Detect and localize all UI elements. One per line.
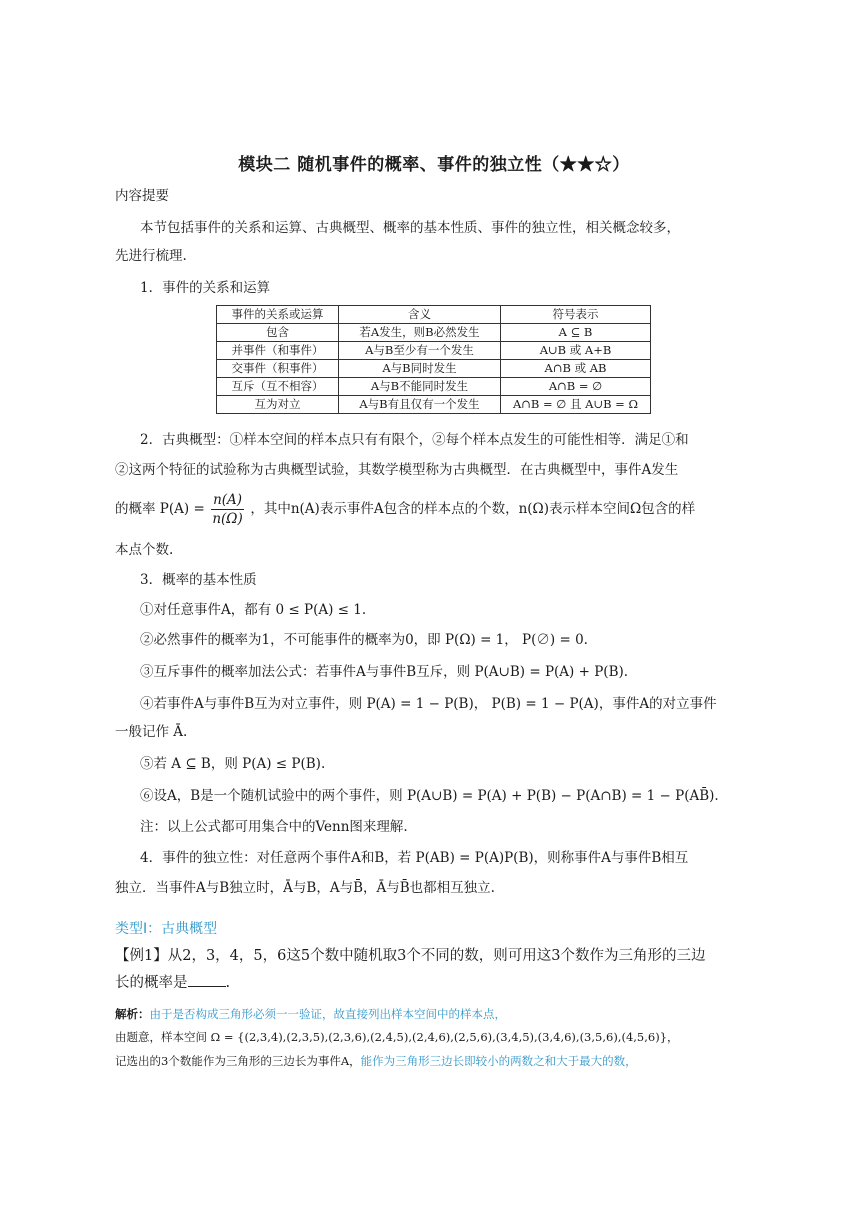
table-cell: A与B同时发生 (339, 360, 501, 378)
fraction-denominator: n(Ω) (212, 511, 243, 527)
property-1: ①对任意事件A，都有 0 ≤ P(A) ≤ 1. (140, 602, 367, 618)
property-3: ③互斥事件的概率加法公式：若事件A与事件B互斥，则 P(A∪B) = P(A) + P(B). (140, 664, 629, 680)
section2-line3 (115, 490, 755, 528)
probability-fraction (211, 491, 244, 528)
table-row (217, 324, 651, 342)
table-row (217, 360, 651, 378)
section2-line2: ②这两个特征的试验称为古典概型试验，其数学模型称为古典概型．在古典概型中，事件A发生 (115, 462, 679, 478)
table-cell: A与B至少有一个发生 (339, 342, 501, 360)
example1-period: . (225, 975, 231, 991)
table-row (217, 342, 651, 360)
property-4-line1: ④若事件A与事件B互为对立事件，则 P(A) = 1 − P(B)， P(B) = 1 − P(A)，事件A的对立事件 (140, 696, 717, 712)
example1-line1: 【例1】从2，3，4，5，6这5个数中随机取3个不同的数，则可用这3个数作为三角形的三边 (115, 948, 706, 964)
property-4-line2: 一般记作 Ā. (115, 724, 188, 740)
probability-formula-tail: ，其中n(A)表示事件A包含的样本点的个数，n(Ω)表示样本空间Ω包含的样 (250, 501, 696, 517)
intro-paragraph-line2: 先进行梳理. (115, 248, 187, 264)
section2-line1: 2．古典概型：①样本空间的样本点只有有限个，②每个样本点发生的可能性相等．满足①和 (140, 432, 689, 448)
intro-paragraph-line1: 本节包括事件的关系和运算、古典概型、概率的基本性质、事件的独立性，相关概念较多， (140, 220, 680, 236)
solution-event-definition: 记选出的3个数能作为三角形的三边长为事件A， (115, 1054, 361, 1068)
solution-line3 (115, 1052, 765, 1070)
table-header-cell: 事件的关系或运算 (217, 306, 339, 324)
probability-formula-lead: 的概率 P(A) = (115, 501, 205, 517)
solution-label: 解析： (115, 1007, 150, 1021)
venn-note: 注：以上公式都可用集合中的Venn图来理解. (140, 819, 408, 835)
section4-line2: 独立．当事件A与B独立时，Ā与B，A与B̄，Ā与B̄也都相互独立. (115, 880, 495, 896)
answer-blank (188, 972, 226, 987)
table-row (217, 396, 651, 414)
table-row (217, 378, 651, 396)
table-cell: A与B不能同时发生 (339, 378, 501, 396)
table-cell: A∩B = ∅ 且 A∪B = Ω (501, 396, 651, 414)
fraction-numerator: n(A) (213, 492, 243, 508)
table-cell: 包含 (217, 324, 339, 342)
table-header-cell: 符号表示 (501, 306, 651, 324)
table-cell: 交事件（积事件） (217, 360, 339, 378)
table-header-cell: 含义 (339, 306, 501, 324)
module-title: 模块二 随机事件的概率、事件的独立性（★★☆） (238, 155, 630, 175)
section4-line1: 4．事件的独立性：对任意两个事件A和B，若 P(AB) = P(A)P(B)，则称事件A与事件B相互 (140, 850, 689, 866)
intro-heading: 内容提要 (115, 188, 169, 204)
section1-heading: 1．事件的关系和运算 (140, 280, 271, 296)
property-6: ⑥设A，B是一个随机试验中的两个事件，则 P(A∪B) = P(A) + P(B) − P(A∩B) = 1 − P(AB̄). (140, 788, 719, 804)
solution-hint: 由于是否构成三角形必须一一验证，故直接列出样本空间中的样本点， (149, 1007, 506, 1021)
type1-heading: 类型Ⅰ：古典概型 (115, 921, 218, 937)
property-5: ⑤若 A ⊆ B，则 P(A) ≤ P(B). (140, 756, 326, 772)
example1-question-text: 长的概率是 (115, 975, 188, 991)
solution-line1 (115, 1005, 765, 1023)
property-2: ②必然事件的概率为1，不可能事件的概率为0，即 P(Ω) = 1， P(∅) = 0. (140, 632, 588, 648)
table-cell: 若A发生，则B必然发生 (339, 324, 501, 342)
table-cell: 互为对立 (217, 396, 339, 414)
solution-line2: 由题意，样本空间 Ω = {(2,3,4),(2,3,5),(2,3,6),(2,4,5),(2,4,6),(2,5,6),(3,4,5),(3,4,6),(3,5,6),(4,5,6)}， (115, 1030, 679, 1044)
table-cell: 互斥（互不相容） (217, 378, 339, 396)
table-cell: A与B有且仅有一个发生 (339, 396, 501, 414)
table-cell: A ⊆ B (501, 324, 651, 342)
section3-heading: 3．概率的基本性质 (140, 572, 257, 588)
table-header-row (217, 306, 651, 324)
table-cell: A∪B 或 A+B (501, 342, 651, 360)
event-relations-table (216, 305, 651, 414)
table-cell: A∩B 或 AB (501, 360, 651, 378)
section2-line4: 本点个数. (115, 542, 174, 558)
table-cell: 并事件（和事件） (217, 342, 339, 360)
solution-triangle-condition: 能作为三角形三边长即较小的两数之和大于最大的数， (360, 1054, 637, 1068)
example1-line2 (115, 970, 760, 996)
table-cell: A∩B = ∅ (501, 378, 651, 396)
